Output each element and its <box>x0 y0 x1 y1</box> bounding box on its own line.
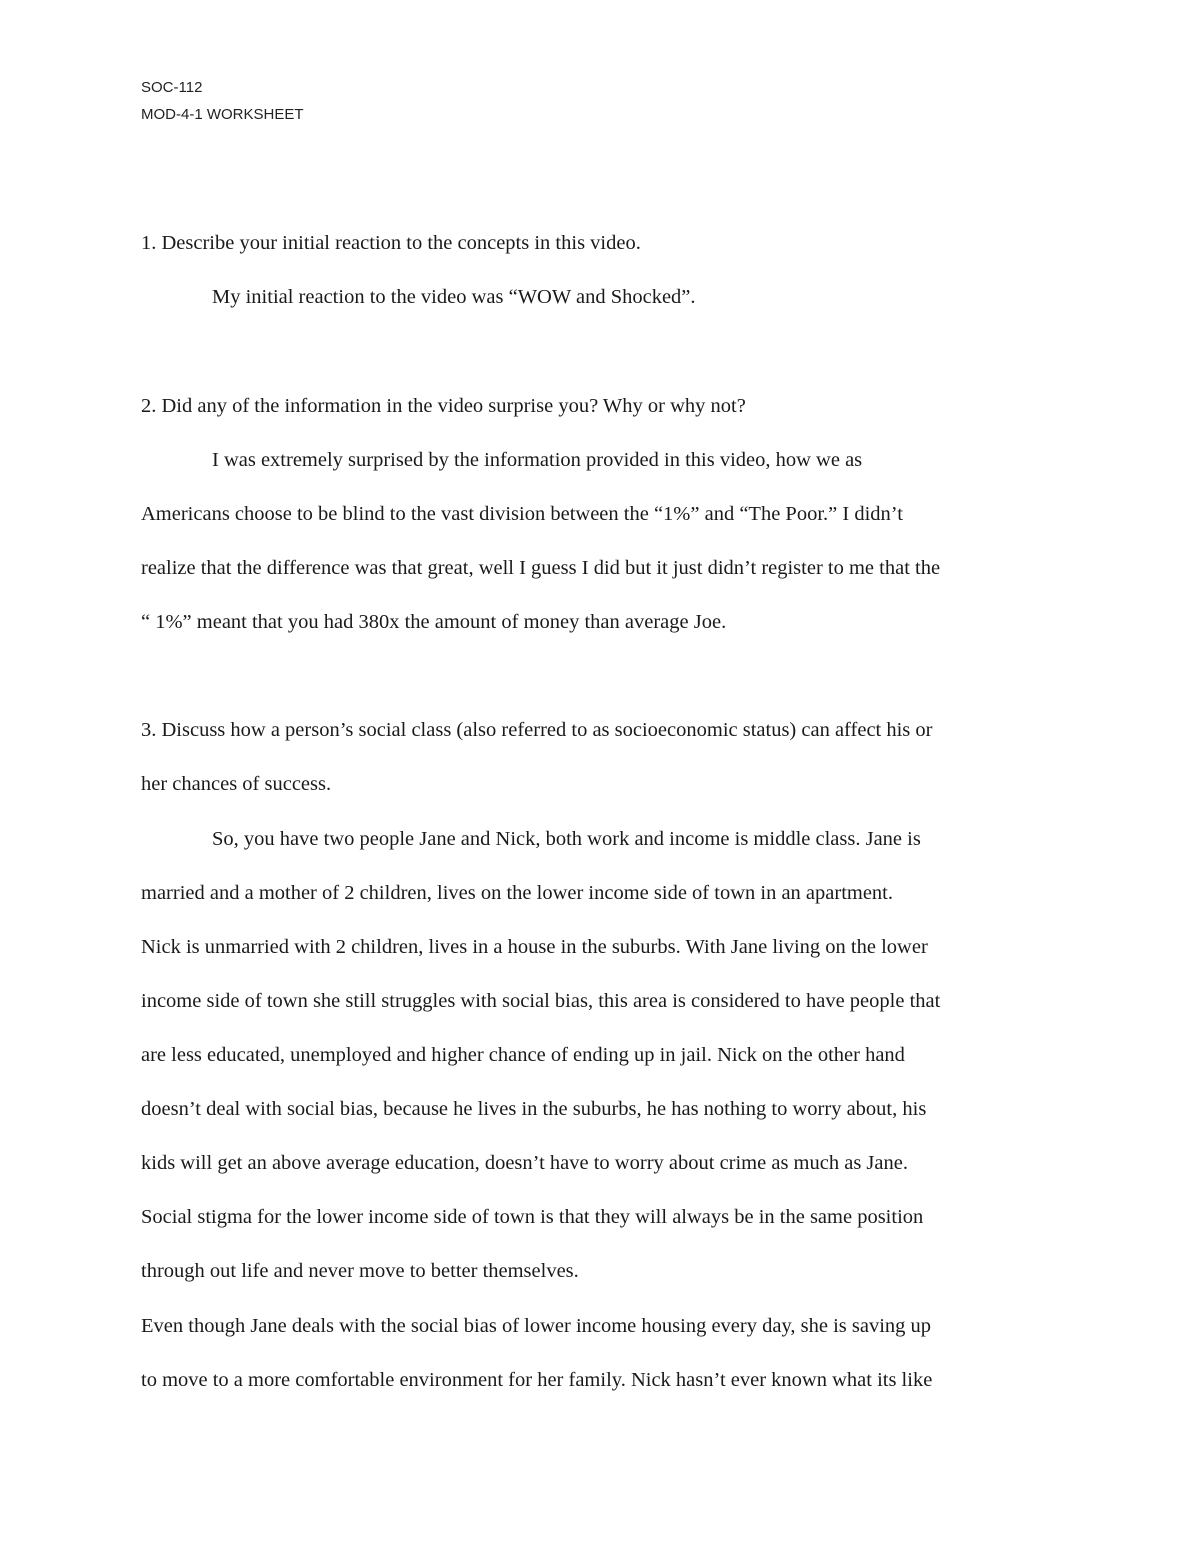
answer-3-line: doesn’t deal with social bias, because he lives in the suburbs, he has nothing to worry about, his <box>141 1098 927 1120</box>
answer-2-line: I was extremely surprised by the information provided in this video, how we as <box>212 449 863 471</box>
question-1: 1. Describe your initial reaction to the concepts in this video. <box>141 232 641 254</box>
question-2: 2. Did any of the information in the video surprise you? Why or why not? <box>141 395 746 417</box>
answer-2-line: realize that the difference was that great, well I guess I did but it just didn’t register to me that the <box>141 557 941 579</box>
worksheet-title: MOD-4-1 WORKSHEET <box>141 106 304 123</box>
document-header <box>141 74 304 128</box>
question-3: 3. Discuss how a person’s social class (also referred to as socioeconomic status) can affect his or <box>141 719 933 741</box>
answer-3-line: kids will get an above average education, doesn’t have to worry about crime as much as Jane. <box>141 1152 908 1174</box>
answer-3-line: through out life and never move to better themselves. <box>141 1260 579 1282</box>
answer-2-line: “ 1%” meant that you had 380x the amount of money than average Joe. <box>141 611 727 633</box>
course-code: SOC-112 <box>141 79 203 96</box>
answer-3-line: to move to a more comfortable environment for her family. Nick hasn’t ever known what its like <box>141 1369 933 1391</box>
answer-3-line: So, you have two people Jane and Nick, both work and income is middle class. Jane is <box>212 828 921 850</box>
answer-1-line: My initial reaction to the video was “WOW and Shocked”. <box>212 286 696 308</box>
answer-3-line: Social stigma for the lower income side of town is that they will always be in the same position <box>141 1206 924 1228</box>
question-3-continued: her chances of success. <box>141 773 332 795</box>
answer-3-line: married and a mother of 2 children, lives on the lower income side of town in an apartment. <box>141 882 894 904</box>
answer-3-line: Nick is unmarried with 2 children, lives in a house in the suburbs. With Jane living on the lower <box>141 936 928 958</box>
answer-3-line: are less educated, unemployed and higher chance of ending up in jail. Nick on the other hand <box>141 1044 905 1066</box>
answer-3-line: income side of town she still struggles with social bias, this area is considered to have people that <box>141 990 941 1012</box>
answer-3-line: Even though Jane deals with the social bias of lower income housing every day, she is saving up <box>141 1315 932 1337</box>
answer-2-line: Americans choose to be blind to the vast division between the “1%” and “The Poor.” I didn’t <box>141 503 903 525</box>
